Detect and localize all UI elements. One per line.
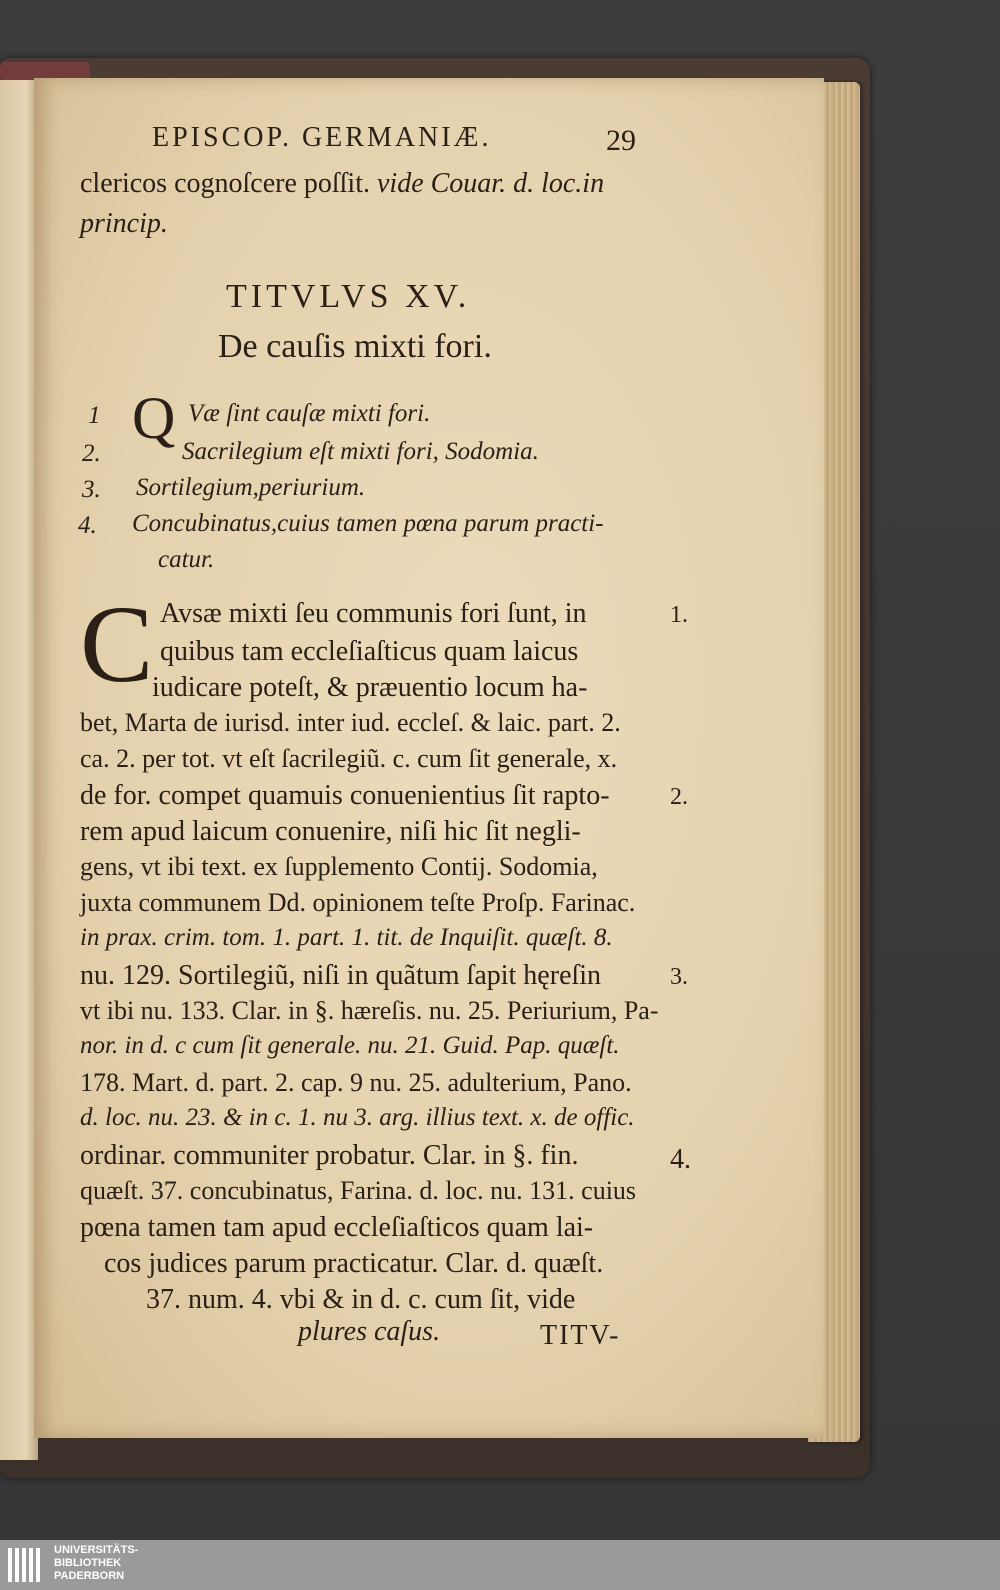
page-number: 29 (606, 124, 636, 157)
left-page-edge (0, 80, 38, 1460)
body-line-3: iudicare poteſt, & præuentio locum ha- (152, 672, 588, 703)
body-line-7: rem apud laicum conuenire, niſi hic ſit negli- (80, 816, 581, 847)
body-line-5: ca. 2. per tot. vt eſt ſacrilegiũ. c. cum ſit generale, x. (80, 744, 618, 773)
body-line-16: ordinar. communiter probatur. Clar. in §. fin. (80, 1140, 579, 1171)
body-line-17: quæſt. 37. concubinatus, Farina. d. loc. nu. 131. cuius (80, 1176, 637, 1205)
library-logo-icon (6, 1544, 46, 1586)
intro-line-2: princip. (80, 208, 168, 239)
summary-text-2: Sacrilegium eſt mixti fori, Sodomia. (182, 438, 539, 465)
intro-line-1 (80, 168, 604, 200)
body-line-10: in prax. crim. tom. 1. part. 1. tit. de Inquiſit. quæſt. 8. (80, 924, 613, 951)
library-logo-line-2: BIBLIOTHEK (54, 1557, 122, 1569)
summary-num-2: 2. (82, 440, 101, 467)
summary-text-5: catur. (158, 546, 215, 573)
body-line-2: quibus tam eccleſiaſticus quam laicus (160, 636, 579, 667)
body-line-21: plures caſus. (298, 1316, 441, 1347)
margin-number-3: 3. (670, 964, 688, 990)
library-logo-line-1: UNIVERSITÄTS- (54, 1544, 139, 1556)
library-logo-text (54, 1544, 138, 1583)
catchword: TITV- (540, 1320, 621, 1351)
subtitle: De cauſis mixti fori. (218, 328, 492, 365)
library-logo-line-3: PADERBORN (54, 1570, 125, 1582)
summary-text-4: Concubinatus,cuius tamen pœna parum practi- (132, 510, 604, 537)
body-line-18: pœna tamen tam apud eccleſiaſticos quam lai- (80, 1212, 594, 1243)
body-line-13: nor. in d. c cum ſit generale. nu. 21. Guid. Pap. quæſt. (80, 1032, 620, 1059)
body-line-20: 37. num. 4. vbi & in d. c. cum ſit, vide (146, 1284, 576, 1315)
margin-number-4: 4. (670, 1144, 691, 1175)
library-footer (0, 1540, 1000, 1590)
summary-num-1: 1 (88, 402, 101, 429)
drop-cap-q: Q (132, 385, 176, 451)
body-line-8: gens, vt ibi text. ex ſupplemento Contij. Sodomia, (80, 852, 598, 881)
body-line-12: vt ibi nu. 133. Clar. in §. hæreſis. nu. 25. Periurium, Pa- (80, 996, 659, 1025)
summary-num-3: 3. (82, 476, 101, 503)
body-line-19: cos judices parum practicatur. Clar. d. quæſt. (104, 1248, 604, 1279)
title-heading: TITVLVS XV. (226, 278, 471, 315)
summary-text-3: Sortilegium,periurium. (136, 474, 366, 501)
body-line-15: d. loc. nu. 23. & in c. 1. nu 3. arg. illius text. x. de offic. (80, 1104, 635, 1131)
running-head: EPISCOP. GERMANIÆ. (152, 122, 492, 153)
body-line-9: juxta communem Dd. opinionem teſte Proſp. Farinac. (80, 888, 636, 917)
summary-text-1: Væ ſint cauſæ mixti fori. (188, 400, 431, 427)
body-line-4: bet, Marta de iurisd. inter iud. eccleſ. & laic. part. 2. (80, 708, 621, 737)
summary-num-4: 4. (78, 512, 97, 539)
intro-line-1-italic: vide Couar. d. loc.in (377, 168, 605, 199)
margin-number-1: 1. (670, 602, 688, 628)
body-line-6: de for. compet quamuis conuenientius ſit rapto- (80, 780, 610, 811)
body-line-11: nu. 129. Sortilegiũ, niſi in quãtum ſapit hęreſin (80, 960, 602, 991)
intro-line-1-roman: clericos cognoſcere poſſit. (80, 168, 377, 199)
body-line-1: Avsæ mixti ſeu communis fori ſunt, in (160, 598, 587, 629)
drop-cap-c: C (80, 583, 154, 705)
margin-number-2: 2. (670, 784, 688, 810)
body-line-14: 178. Mart. d. part. 2. cap. 9 nu. 25. adulterium, Pano. (80, 1068, 632, 1097)
